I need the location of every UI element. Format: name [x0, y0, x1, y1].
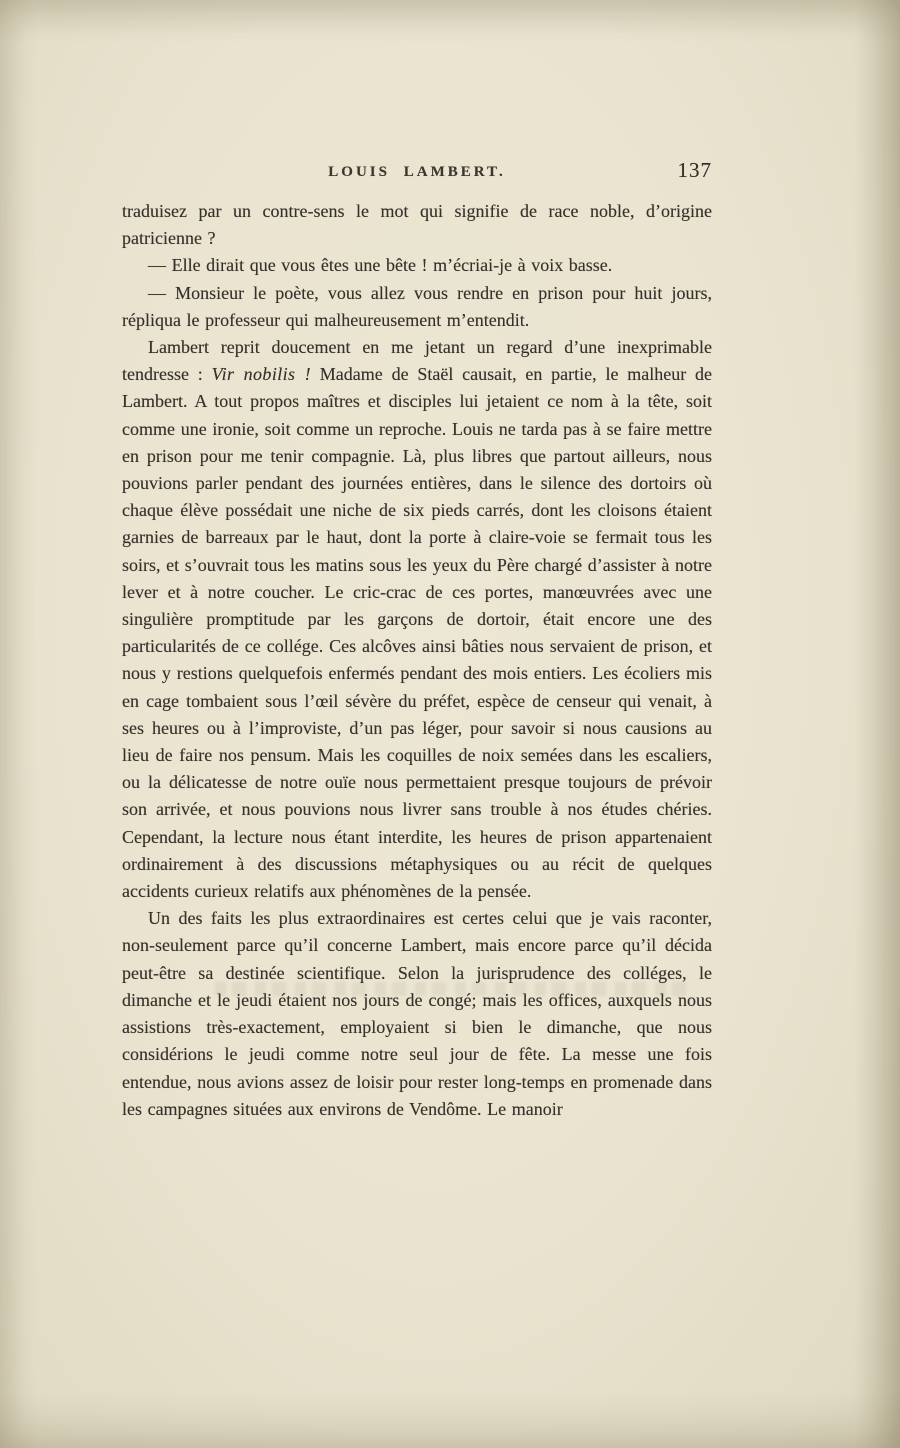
- paragraph: Un des faits les plus extraordinaires est certes celui que je vais raconter, non-seulement parce qu’il concerne Lambert, mais encore parce qu’il décida peut-être sa destinée scientifique. Selon la jurisprudence des colléges, le dimanche et le jeudi étaient nos jours de congé; mais les offices, auxquels nous assistions très-exactement, employaient si bien le dimanche, que nous considérions le jeudi comme notre seul jour de fête. La messe une fois entendue, nous avions assez de loisir pour rester long-temps en promenade dans les campagnes situées aux environs de Vendôme. Le manoir: [122, 908, 712, 1119]
- page-number: 137: [677, 158, 712, 182]
- paragraph: [122, 334, 712, 905]
- latin-phrase: Vir nobilis !: [211, 364, 312, 385]
- running-title: LOUIS LAMBERT.: [328, 164, 506, 180]
- paragraph-continuation: traduisez par un contre-sens le mot qui signifie de race noble, d’origine patricienne ?: [122, 201, 712, 249]
- paragraph-text: Lambert reprit doucement en me jetant un regard d’une inexprimable tendresse :: [122, 337, 712, 385]
- body-text: [122, 198, 712, 1123]
- paragraph-text: Madame de Staël causait, en partie, le malheur de Lambert. A tout propos maîtres et disciples lui jetaient ce nom à la tête, soit comme une ironie, soit comme un reproche. Louis ne tarda pas à se faire mettre en prison pour me tenir compagnie. Là, plus libres que partout ailleurs, nous pouvions parler pendant des journées entières, dans le silence des dortoirs où chaque élève possédait une niche de six pieds carrés, dont les cloisons étaient garnies de barreaux par le haut, dont la porte à claire-voie se fermait tous les soirs, et s’ouvrait tous les matins sous les yeux du Père chargé d’assister à notre lever et à notre coucher. Le cric-crac de ces portes, manœuvrées avec une singulière promptitude par les garçons de dortoir, était encore une des particularités de ce collége. Ces alcôves ainsi bâties nous servaient de prison, et nous y restions quelquefois enfermés pendant des mois entiers. Les écoliers mis en cage tombaient sous l’œil sévère du préfet, espèce de censeur qui venait, à ses heures ou à l’improviste, d’un pas léger, pour savoir si nous causions au lieu de faire nos pensum. Mais les coquilles de noix semées dans les escaliers, ou la délicatesse de notre ouïe nous permettaient presque toujours de prévoir son arrivée, et nous pouvions nous livrer sans trouble à nos études chéries. Cependant, la lecture nous étant interdite, les heures de prison appartenaient ordinairement à des discussions métaphysiques ou au récit de quelques accidents curieux relatifs aux phénomènes de la pensée.: [122, 364, 712, 902]
- paragraph-dialogue: — Elle dirait que vous êtes une bête ! m’écriai-je à voix basse.: [148, 255, 613, 276]
- paragraph-dialogue: — Monsieur le poète, vous allez vous rendre en prison pour huit jours, répliqua le professeur qui malheureusement m’entendit.: [122, 282, 712, 330]
- page-header: [122, 160, 712, 194]
- page-content: [122, 160, 712, 1123]
